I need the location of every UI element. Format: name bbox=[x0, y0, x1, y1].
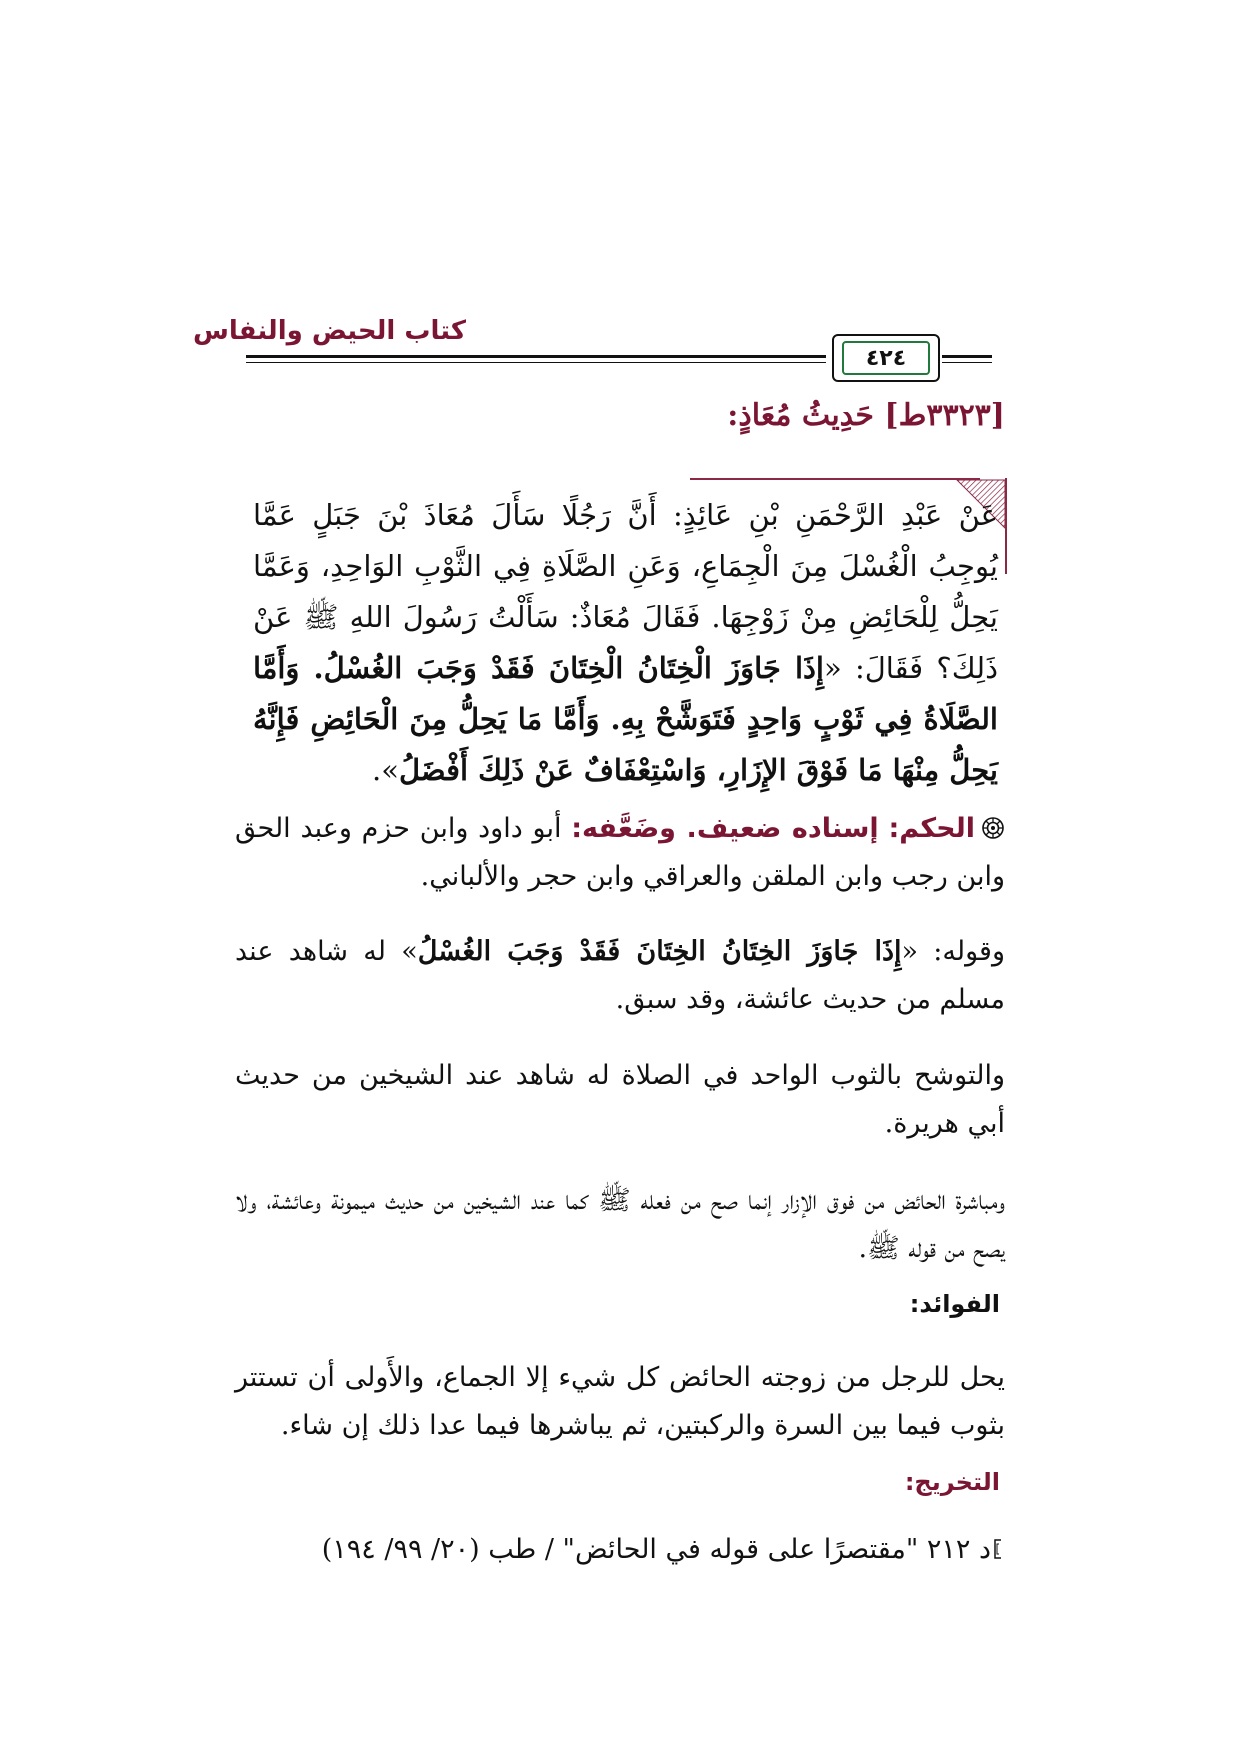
header-rule-thin bbox=[246, 362, 826, 363]
takhrij-line bbox=[235, 1526, 1005, 1574]
p1-end: » له شاهد عند مسلم من حديث عائشة، وقد سبق. bbox=[235, 936, 1005, 1015]
paragraph-1 bbox=[235, 928, 1005, 1024]
header-rule-thick bbox=[246, 355, 826, 358]
p1-bold-quote: إِذَا جَاوَزَ الخِتَانُ الخِتَانَ فَقَدْ وَجَبَ الغُسْلُ bbox=[417, 936, 902, 967]
hadith-text bbox=[253, 490, 998, 796]
paragraph-3: ومباشرة الحائض من فوق الإزار إنما صح من فعله ﷺ كما عند الشيخين من حديث ميمونة وعائشة، ولا يصح من قوله ﷺ. bbox=[235, 1185, 1005, 1264]
quote-frame-top bbox=[690, 478, 980, 480]
rosette-icon bbox=[981, 816, 1005, 840]
ruling-paragraph bbox=[235, 805, 1005, 901]
hadith-prophetic-speech: إِذَا جَاوَزَ الْخِتَانُ الْخِتَانَ فَقَدْ وَجَبَ الغُسْلُ. وَأَمَّا الصَّلَاةُ فِي ثَوْبٍ وَاحِدٍ فَتَوَشَّحْ بِهِ. وَأَمَّا مَا يَحِلُّ مِنَ الْحَائِضِ فَإِنَّهُ يَحِلُّ مِنْهَا مَا فَوْقَ الإِزَارِ، وَاسْتِعْفَافٌ عَنْ ذَلِكَ أَفْضَلُ bbox=[253, 651, 998, 787]
header-rule-right-thick bbox=[942, 355, 992, 358]
running-title: كتاب الحيض والنفاس bbox=[192, 316, 466, 346]
hadith-close: ». bbox=[372, 753, 399, 787]
page-number-frame bbox=[832, 334, 940, 382]
header-rule-right-thin bbox=[942, 362, 992, 363]
page-number: ٤٢٤ bbox=[842, 341, 930, 375]
ruling-label: الحكم: bbox=[888, 813, 975, 844]
ruling-text: أبو داود وابن حزم وعبد الحق وابن رجب وابن الملقن والعراقي وابن حجر والألباني. bbox=[235, 813, 1005, 892]
takhrij-text: د ٢١٢ "مقتصرًا على قوله في الحائض" / طب (٢٠/ ٩٩/ ١٩٤) bbox=[321, 1534, 991, 1565]
benefits-text: يحل للرجل من زوجته الحائض كل شيء إلا الجماع، والأَولى أن تستتر بثوب فيما بين السرة والركبتين، ثم يباشرها فيما عدا ذلك إن شاء. bbox=[235, 1362, 1005, 1441]
takhrij-heading: التخريج: bbox=[904, 1468, 1000, 1496]
benefits-heading: الفوائد: bbox=[909, 1290, 1000, 1318]
bracket-mark-icon bbox=[991, 1538, 1005, 1560]
hadith-intro: عَنْ عَبْدِ الرَّحْمَنِ بْنِ عَائِذٍ: أَنَّ رَجُلًا سَأَلَ مُعَاذَ بْنَ جَبَلٍ عَمَّا يُوجِبُ الْغُسْلَ مِنَ الْجِمَاعِ، وَعَنِ الصَّلَاةِ فِي الثَّوْبِ الوَاحِدِ، وَعَمَّا يَحِلُّ لِلْحَائِضِ مِنْ زَوْجِهَا. فَقَالَ مُعَاذٌ: سَأَلْتُ رَسُولَ اللهِ ﷺ عَنْ ذَلِكَ؟ فَقَالَ: « bbox=[253, 498, 998, 685]
paragraph-2: والتوشح بالثوب الواحد في الصلاة له شاهد عند الشيخين من حديث أبي هريرة. bbox=[235, 1060, 1005, 1139]
p1-start: وقوله: « bbox=[901, 936, 1005, 967]
hadith-heading: [٣٣٢٣ط] حَدِيثُ مُعَاذٍ: bbox=[727, 398, 1005, 433]
ruling-verdict: إسناده ضعيف. وضَعَّفه: bbox=[571, 813, 879, 844]
